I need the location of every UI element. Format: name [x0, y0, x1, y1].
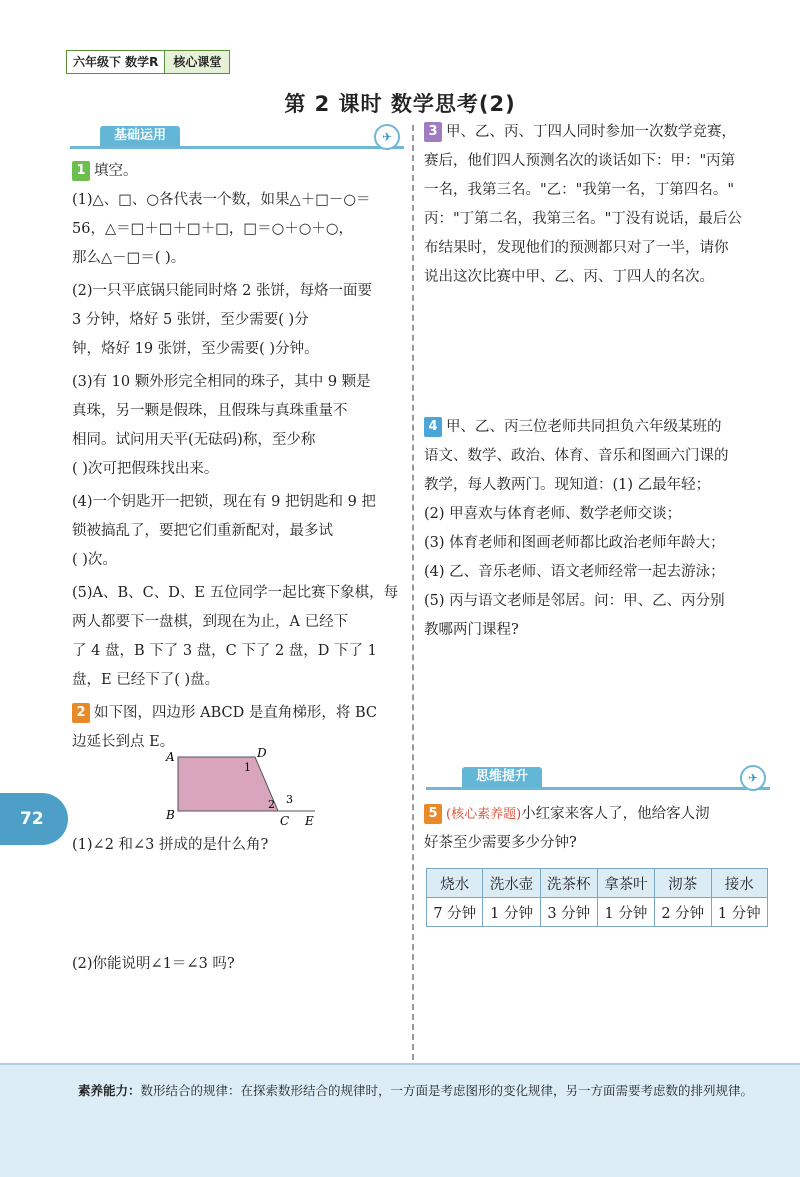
- label-d: D: [257, 746, 267, 760]
- question-5-line: 好茶至少需要多少分钟?: [424, 835, 577, 851]
- question-number-1: 1: [72, 161, 90, 181]
- question-number-2: 2: [72, 703, 90, 723]
- question-1-title: 1 填空。: [72, 157, 408, 186]
- trapezoid-figure: [160, 745, 330, 830]
- question-4-line: (5) 丙与语文老师是邻居。问：甲、乙、丙分别: [424, 593, 725, 609]
- table-header-cell: 沏茶: [655, 869, 711, 898]
- table-header-cell: 烧水: [427, 869, 483, 898]
- question-3-line: 布结果时，发现他们的预测都只对了一半，请你: [424, 240, 729, 256]
- brand-label: 核心课堂: [165, 51, 229, 73]
- page-number-tab: [0, 793, 68, 845]
- table-header-cell: 接水: [711, 869, 768, 898]
- q1-2-line: 3 分钟，烙好 5 张饼，至少需要( )分: [72, 312, 309, 328]
- q1-5-line: 两人都要下一盘棋，到现在为止，A 已经下: [72, 614, 349, 630]
- page-title: 第 2 课时 数学思考(2): [284, 92, 516, 116]
- q2-part-2: (2)你能说明∠1＝∠3 吗?: [72, 956, 235, 972]
- left-column: [72, 157, 408, 757]
- table-cell: 2 分钟: [655, 898, 711, 927]
- label-c: C: [280, 814, 290, 828]
- question-3-line: 丙："丁第二名，我第三名。"丁没有说话，最后公: [424, 211, 742, 227]
- question-4-line: 教哪两门课程?: [424, 622, 519, 638]
- question-4-line: 语文、数学、政治、体育、音乐和图画六门课的: [424, 448, 729, 464]
- table-header-row: [427, 869, 768, 898]
- q2-part-1: (1)∠2 和∠3 拼成的是什么角?: [72, 837, 269, 853]
- q1-1-line: (1)△、□、○各代表一个数，如果△＋□－○＝: [72, 192, 371, 208]
- question-number-3: 3: [424, 122, 442, 142]
- question-4-line: (2) 甲喜欢与体育老师、数学老师交谈；: [424, 506, 682, 522]
- q1-5-line: 盘，E 已经下了( )盘。: [72, 672, 220, 688]
- q1-4-line: (4)一个钥匙开一把锁，现在有 9 把钥匙和 9 把: [72, 494, 376, 510]
- footer-label: 素养能力：: [78, 1083, 141, 1098]
- question-4: [424, 413, 774, 645]
- q1-4-line: 锁被搞乱了，要把它们重新配对，最多试: [72, 523, 333, 539]
- q1-1-line: 56，△＝□＋□＋□＋□，□＝○＋○＋○，: [72, 221, 354, 237]
- tea-steps-table: [426, 868, 768, 927]
- question-number-5: 5: [424, 804, 442, 824]
- table-header-cell: 洗茶杯: [540, 869, 597, 898]
- q1-2-line: 钟，烙好 19 张饼，至少需要( )分钟。: [72, 341, 319, 357]
- question-3: [424, 118, 774, 292]
- table-row: [427, 898, 768, 927]
- question-2-line: 边延长到点 E。: [72, 734, 175, 750]
- table-header-cell: 洗水壶: [483, 869, 540, 898]
- label-e: E: [305, 814, 314, 828]
- question-3-line: 说出这次比赛中甲、乙、丙、丁四人的名次。: [424, 269, 714, 285]
- question-4-line: (4) 乙、音乐老师、语文老师经常一起去游泳；: [424, 564, 725, 580]
- table-cell: 3 分钟: [540, 898, 597, 927]
- q1-3-line: 真珠，另一颗是假珠，且假珠与真珠重量不: [72, 403, 348, 419]
- angle-1-label: 1: [244, 761, 251, 774]
- q1-1-line: 那么△－□＝( )。: [72, 250, 186, 266]
- table-cell: 7 分钟: [427, 898, 483, 927]
- question-5: [424, 800, 774, 858]
- q1-3-line: 相同。试问用天平(无砝码)称，至少称: [72, 432, 316, 448]
- label-a: A: [166, 750, 175, 764]
- q1-5-line: (5)A、B、C、D、E 五位同学一起比赛下象棋，每: [72, 585, 399, 601]
- table-cell: 1 分钟: [711, 898, 768, 927]
- question-3-line: 3 甲、乙、丙、丁四人同时参加一次数学竞赛，: [424, 118, 774, 147]
- section-thinking-title: 思维提升: [462, 767, 542, 787]
- footer-text-block: [78, 1079, 768, 1103]
- q1-2-line: (2)一只平底锅只能同时烙 2 张饼，每烙一面要: [72, 283, 372, 299]
- q1-3-line: (3)有 10 颗外形完全相同的珠子，其中 9 颗是: [72, 374, 371, 390]
- question-5-line: 5 (核心素养题)小红家来客人了，他给客人沏: [424, 800, 774, 829]
- question-3-line: 一名，我第三名。"乙："我第一名，丁第四名。": [424, 182, 735, 198]
- q1-4-line: ( )次。: [72, 552, 117, 568]
- question-3-line: 赛后，他们四人预测名次的谈话如下：甲："丙第: [424, 153, 736, 169]
- paper-plane-icon: ✈: [374, 124, 400, 150]
- paper-plane-icon: ✈: [740, 765, 766, 791]
- page-number: 72: [20, 809, 44, 829]
- footer-text: 数形结合的规律：在探索数形结合的规律时，一方面是考虑图形的变化规律，另一方面需要考虑数的排列规律。: [140, 1083, 754, 1098]
- table-cell: 1 分钟: [483, 898, 540, 927]
- question-4-line: 4 甲、乙、丙三位老师共同担负六年级某班的: [424, 413, 774, 442]
- angle-3-label: 3: [286, 793, 293, 806]
- section-basic-bar: [70, 126, 404, 149]
- question-number-4: 4: [424, 417, 442, 437]
- section-basic-title: 基础运用: [100, 126, 180, 146]
- table-header-cell: 拿茶叶: [597, 869, 654, 898]
- label-b: B: [166, 808, 175, 822]
- section-thinking-bar: [426, 767, 770, 790]
- core-literacy-tag: (核心素养题): [446, 807, 522, 822]
- question-4-line: (3) 体育老师和图画老师都比政治老师年龄大；: [424, 535, 725, 551]
- angle-2-label: 2: [268, 798, 275, 811]
- question-2-line: 2 如下图，四边形 ABCD 是直角梯形，将 BC: [72, 699, 408, 728]
- trapezoid-abcd: [178, 757, 278, 811]
- book-header: [66, 50, 230, 74]
- footer-note: [0, 1063, 800, 1177]
- question-4-line: 教学，每人教两门。现知道：(1) 乙最年轻；: [424, 477, 711, 493]
- table-cell: 1 分钟: [597, 898, 654, 927]
- grade-label: 六年级下 数学R: [67, 51, 165, 73]
- column-divider: [412, 125, 414, 1060]
- q1-5-line: 了 4 盘，B 下了 3 盘，C 下了 2 盘，D 下了 1: [72, 643, 377, 659]
- q1-3-line: ( )次可把假珠找出来。: [72, 461, 219, 477]
